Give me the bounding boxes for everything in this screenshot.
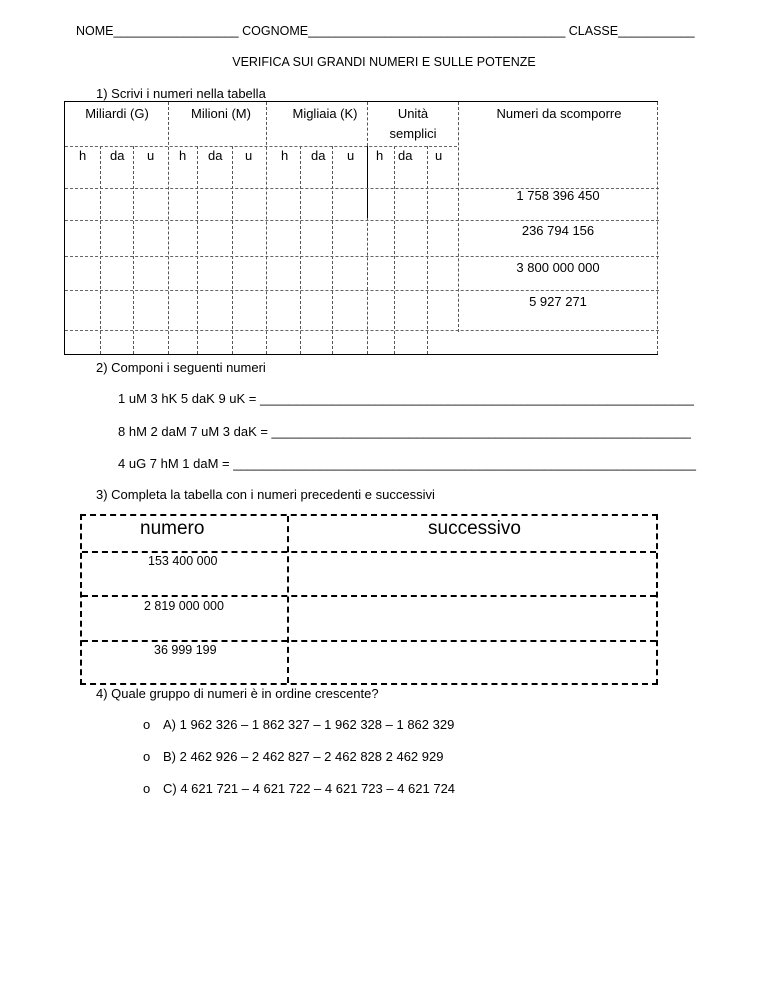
- sub-h-k: h: [281, 148, 289, 163]
- number-to-decompose: 1 758 396 450: [516, 188, 600, 203]
- header-miliardi: Miliardi (G): [85, 106, 149, 121]
- radio-bullet-b[interactable]: o: [143, 749, 151, 764]
- question-4-label: 4) Quale gruppo di numeri è in ordine crescente?: [96, 686, 379, 701]
- numero-cell: 153 400 000: [148, 554, 218, 568]
- number-to-decompose: 3 800 000 000: [516, 260, 600, 275]
- compose-item-1[interactable]: 1 uM 3 hK 5 daK 9 uK = ____________________________________________________________: [118, 391, 694, 406]
- col-numero: numero: [140, 518, 205, 539]
- col-successivo: successivo: [428, 518, 521, 539]
- header-milioni: Milioni (M): [191, 106, 251, 121]
- sub-u-g: u: [147, 148, 155, 163]
- number-to-decompose: 236 794 156: [521, 223, 595, 238]
- sub-h-u: h: [376, 148, 384, 163]
- sub-h-m: h: [179, 148, 187, 163]
- page-title: VERIFICA SUI GRANDI NUMERI E SULLE POTENZE: [232, 55, 536, 69]
- number-to-decompose: 5 927 271: [529, 294, 587, 309]
- header-unita: Unità: [397, 106, 429, 121]
- student-info-line[interactable]: NOME__________________ COGNOME_____________________________________ CLASSE___________: [76, 24, 695, 38]
- successivo-cell-2[interactable]: [290, 598, 654, 638]
- sub-u-k: u: [347, 148, 355, 163]
- header-migliaia: Migliaia (K): [292, 106, 358, 121]
- compose-item-2[interactable]: 8 hM 2 daM 7 uM 3 daK = __________________________________________________________: [118, 424, 691, 439]
- successivo-cell-1[interactable]: [290, 554, 654, 594]
- sub-da-u: da: [398, 148, 413, 163]
- sub-da-g: da: [110, 148, 125, 163]
- radio-bullet-c[interactable]: o: [143, 781, 151, 796]
- numero-cell: 36 999 199: [154, 643, 217, 657]
- option-c[interactable]: C) 4 621 721 – 4 621 722 – 4 621 723 – 4 621 724: [163, 781, 456, 796]
- place-value-table: [64, 101, 658, 355]
- header-semplici: semplici: [389, 126, 437, 141]
- numero-cell: 2 819 000 000: [144, 599, 224, 613]
- sub-h-g: h: [79, 148, 87, 163]
- successor-table: [80, 514, 658, 685]
- option-b[interactable]: B) 2 462 926 – 2 462 827 – 2 462 828 2 462 929: [163, 749, 444, 764]
- question-2-label: 2) Componi i seguenti numeri: [96, 360, 266, 375]
- sub-u-u: u: [435, 148, 443, 163]
- option-a[interactable]: A) 1 962 326 – 1 862 327 – 1 962 328 – 1 862 329: [163, 717, 455, 732]
- radio-bullet-a[interactable]: o: [143, 717, 151, 732]
- question-3-label: 3) Completa la tabella con i numeri precedenti e successivi: [96, 487, 435, 502]
- header-numeri-da-scomporre: Numeri da scomporre: [496, 106, 622, 121]
- question-1-label: 1) Scrivi i numeri nella tabella: [96, 86, 266, 101]
- sub-da-k: da: [311, 148, 326, 163]
- sub-u-m: u: [245, 148, 253, 163]
- compose-item-3[interactable]: 4 uG 7 hM 1 daM = ________________________________________________________________: [118, 456, 696, 471]
- sub-da-m: da: [208, 148, 223, 163]
- successivo-cell-3[interactable]: [290, 643, 654, 683]
